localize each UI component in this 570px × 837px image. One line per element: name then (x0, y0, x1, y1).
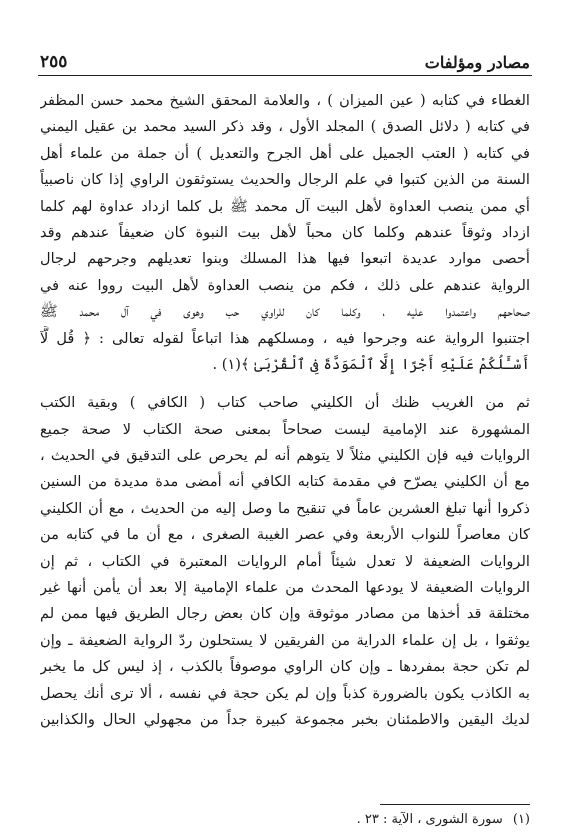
text-line: ثم من الغريب ظنك أن الكليني صاحب كتاب ( الكافي ) وبقية الكتب (40, 394, 530, 412)
running-title: مصادر ومؤلفات (424, 53, 530, 72)
text-line: لديك اليقين والاطمئنان بخبر مجموعة كبيرة جداً من مجهولي الحال والكذابين (40, 710, 530, 728)
text-line: الغطاء في كتابه ( عين الميزان ) ، والعلامة المحقق الشيخ محمد حسن المظفر (40, 92, 530, 109)
paragraph-2 (40, 390, 530, 733)
footnote-text: سورة الشورى ، الآية : ٢٣ . (356, 812, 503, 827)
text-line: المشهورة عند الإمامية ليست صحاحاً بمعنى صحة الكتاب لا صحة جميع (40, 420, 530, 438)
text-line: لم تكن حجة بمفردها ـ وإن كان الراوي موصوفاً بالكذب ، إذ ليس كل ما يخبر (40, 658, 530, 676)
text-line: الرواية عندهم على ذلك ، فكم من ينصب العداوة لأهل البيت رووا عنه في (40, 276, 530, 294)
text-line: ذكروا أنها تبلغ العشرين عاماً في تنقيح ما وصل إليه من الحديث ، مع أن الكليني (40, 499, 530, 517)
page-header (40, 44, 530, 72)
paragraph-1 (40, 88, 530, 378)
text-line: أي ممن ينصب العداوة لأهل البيت آل محمد ﷺ بل كلما ازداد عداوة لهم كلما (40, 197, 530, 215)
body-text (40, 88, 530, 733)
header-rule (38, 75, 532, 76)
footnote-marker: (١) (512, 812, 530, 827)
text-line: اجتنبوا الرواية عنه وجرحوا فيه ، ومسلكهم هذا اتباعاً لقوله تعالى : ﴿ قُل لَّآ (40, 329, 530, 347)
text-line: أحصى موارد عديدة اتبعوا فيها هذا المسلك وبنوا تعديلهم وجرحهم لرجال (40, 250, 530, 268)
text-line: مع أن الكليني يصرّح في مقدمة كتابه الكافي أنه أمضى مدة مديدة من السنين (40, 473, 530, 491)
text-line: يوثقوا ، بل إن علماء الدراية من الفريقين لا يستحلون ردّ الرواية الضعيفة ـ وإن (40, 631, 530, 649)
text-line: الروايات الضعيفة لا تعدل شيئاً أمام الروايات المعتبرة في الكتاب ، ثم إن (40, 552, 530, 570)
text-line: الروايات الضعيفة لا يودعها المحدث من علماء الإمامية إلا بعد أن يأمن أنها غير (40, 579, 530, 597)
footnote (40, 810, 530, 830)
text-line: ازداد وثوقاً عندهم وكلما كان محباً لأهل بيت النبوة كان ضعيفاً عندهم وقد (40, 223, 530, 241)
text-line: مختلقة قد أخذها من مصادر موثوقة وإن كان بعض رجال الطريق فيها ممن لم (40, 605, 530, 623)
page-number: ٢٥٥ (40, 52, 68, 72)
text-line: في كتابه ( العتب الجميل على أهل الجرح والتعديل ) أن جملة من علماء أهل (40, 144, 530, 162)
text-line: في كتابه ( دلائل الصدق ) المجلد الأول ، وقد ذكر السيد محمد بن عقيل اليمني (40, 118, 530, 136)
text-line: به الكاذب يكون بالضرورة كذباً وإن لم يكن حجة في نفسه ، ألا ترى أنك يحصل (40, 684, 530, 702)
footnote-rule (380, 804, 530, 805)
text-line: صحاحهم واعتمدوا عليه ، وكلما كان للراوي حب وهوى في آل محمد ﷺ (40, 303, 530, 321)
text-line: الروايات فيه فإن الكليني مثلاً لا يتوهم أنه لم يحرص على التدقيق في الحديث ، (40, 447, 530, 465)
text-line: كان معاصراً للنواب الأربعة وفي عصر الغيبة الصغرى ، مع أن ما في كتابه من (40, 526, 530, 544)
text-line: السنة من الذين كتبوا في علم الرجال والحديث يستوثقون الراوي إذا كان ناصبياً (40, 171, 530, 189)
quran-verse-line: أَسْـَٔلُكُمْ عَلَيْهِ أَجْرًا إِلَّا ٱلْمَوَدَّةَ فِى ٱلْقُرْبَىٰ ﴾(١) . (212, 355, 530, 373)
